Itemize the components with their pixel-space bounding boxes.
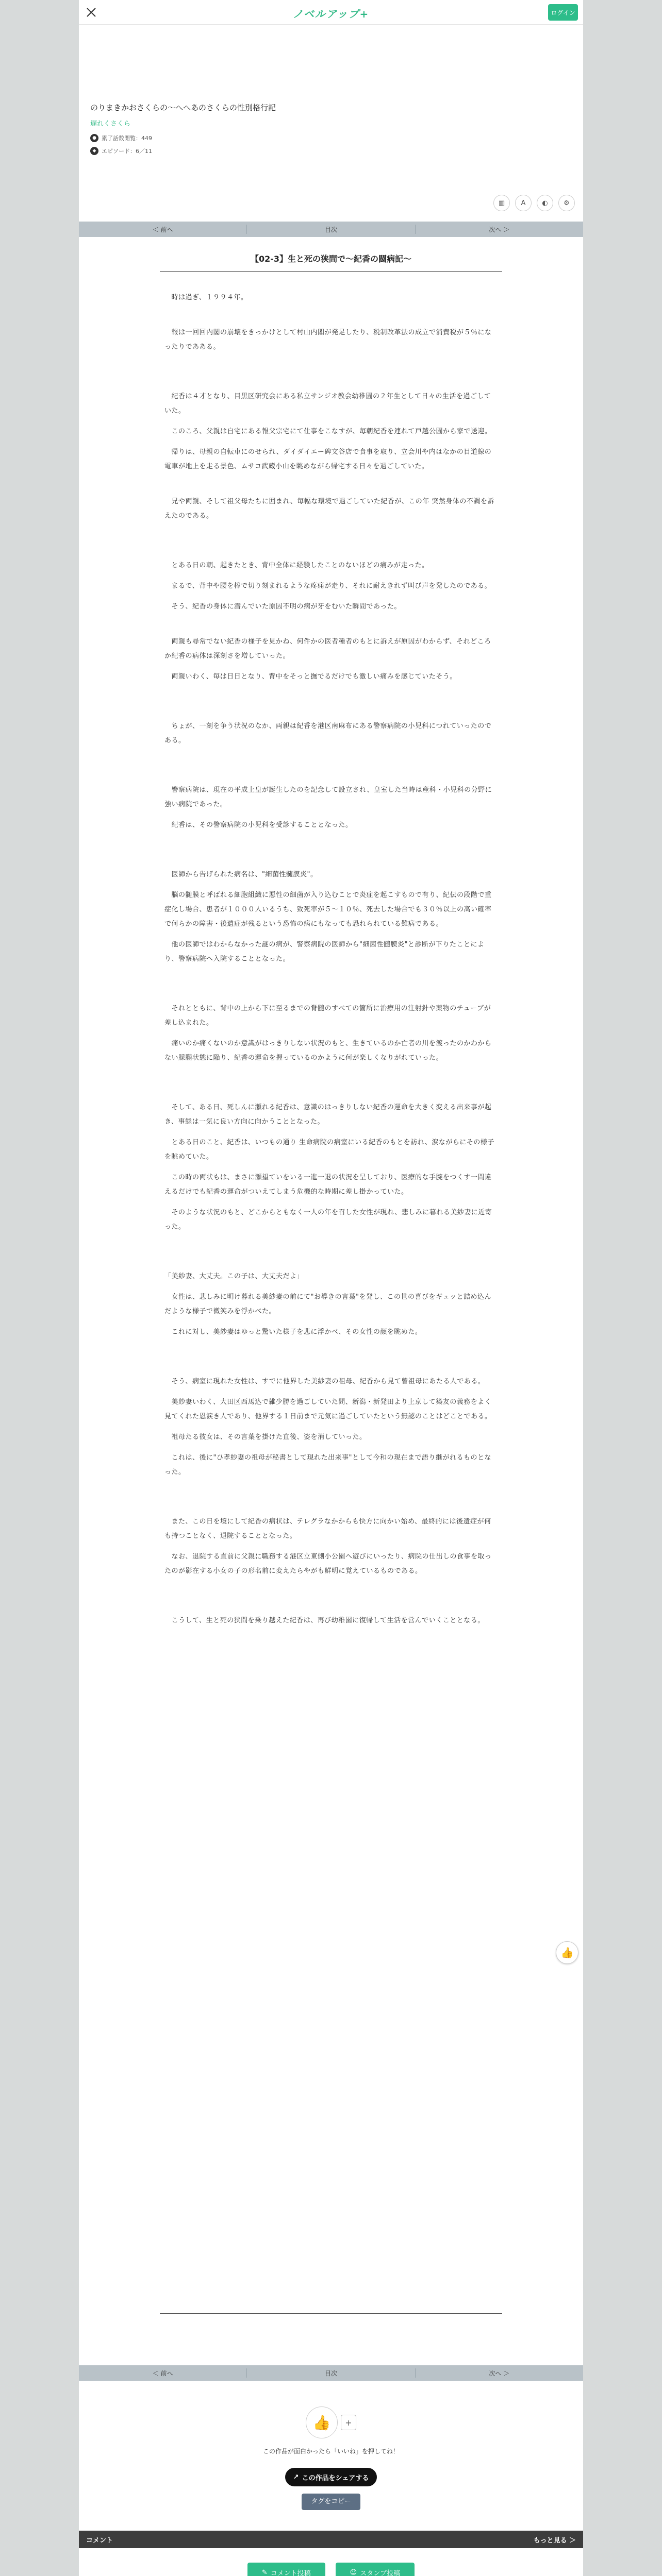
paragraph-spacer [164, 1500, 498, 1515]
paragraph-spacer [164, 620, 498, 635]
share-label: この作品をシェアする [302, 2474, 369, 2482]
reader-tools [493, 195, 575, 211]
paragraph-spacer [164, 1486, 498, 1500]
write-comment-label: コメント投稿 [270, 2569, 311, 2576]
paragraph-spacer [164, 754, 498, 769]
post-stamp-label: スタンプ投稿 [360, 2569, 401, 2576]
logo[interactable]: ノベルアップ+ [292, 8, 370, 20]
views-meta [90, 134, 572, 142]
thumbs-up-icon: 👍 [560, 1946, 574, 1959]
paragraph-spacer [164, 1599, 498, 1614]
paragraph-spacer [164, 1346, 498, 1360]
paragraph: 報は一回回内閣の崩壊をきっかけとして村山内閣が発足したり、税制改革法の成立で消費税が５％になったりであある。 [164, 329, 492, 351]
settings-button[interactable] [558, 195, 575, 211]
vertical-text-icon: ▥ [498, 199, 505, 207]
paragraph: 紀香は、その警察病院の小児科を受診することとなった。 [164, 821, 353, 829]
paragraph: まるで、背中や腰を棒で切り刻まれるような疼痛が走り、それに耐えきれず叫び声を発したのである。 [164, 582, 492, 590]
paragraph: 「美紗妻、大丈夫。この子は、大丈夫だよ」 [164, 1273, 304, 1280]
paragraph-spacer [164, 839, 498, 853]
stamp-icon: ☺ [350, 2568, 357, 2576]
post-stamp-button[interactable] [336, 2563, 415, 2576]
like-button[interactable] [306, 2406, 338, 2438]
paragraph-spacer [164, 1072, 498, 1086]
paragraph: また、この日を境にして紀香の病状は、テレグラなかからも快方に向かい始め、最終的には後遺症が何も持つことなく、退院することとなった。 [164, 1518, 491, 1540]
chapter-body [79, 272, 583, 1628]
prev-button[interactable]: ＜ 前へ [152, 226, 173, 233]
paragraph-spacer [164, 1241, 498, 1255]
paragraph: とある日の朝、起きたとき、背中全体に経験したことのないほどの痛みが走った。 [164, 562, 429, 569]
like-plus-button[interactable]: + [341, 2415, 356, 2430]
paragraph: ちょが、一刻を争う状況のなか、両親は紀香を港区南麻布にある警察病院の小児科につれていったのである。 [164, 722, 492, 744]
thumbs-up-icon: 👍 [312, 2414, 331, 2431]
paragraph: そう、病室に現れた女性は、すでに他界した美紗妻の祖母、紀香から見て曾祖母にあたる人である。 [164, 1378, 485, 1385]
font-size-icon: A [521, 199, 526, 207]
like-prompt: この作品が面白かったら「いいね」を押してね！ [262, 2448, 399, 2455]
episode-meta [90, 147, 572, 155]
paragraph-spacer [164, 375, 498, 389]
paragraph-spacer [164, 1360, 498, 1375]
paragraph: 他の医師ではわからなかった謎の病が、警察病院の医師から"細菌性髄膜炎"と診断が下りたことにより、警察病院へ入院することとなった。 [164, 941, 485, 963]
paragraph: これは、後に"ひ孝紗妻の祖母が秘書として現れた出来事"として今和の現在まで語り継がれるものとなった。 [164, 1454, 491, 1476]
paragraph: そして、ある日、死しんに瀬れる紀香は、意識のはっきりしない紀香の運命を大きく変える出来事が起き、事態は一気に良い方向に向かうこととなった。 [164, 1104, 492, 1126]
comments-header [79, 2531, 583, 2548]
paragraph: これに対し、美紗妻はゆっと驚いた様子を悲に浮かべ、その女性の顔を眺めた。 [164, 1328, 422, 1336]
copy-tag-label: タグをコピー [311, 2498, 351, 2505]
comments-more-link[interactable]: もっと見る ＞ [533, 2536, 576, 2545]
paragraph-spacer [164, 1086, 498, 1100]
close-button[interactable] [84, 5, 98, 20]
eye-icon: ● [90, 134, 98, 142]
paragraph: こうして、生と死の狭間を乗り越えた紀香は、再び幼稚園に復帰して生活を営んでいくこととなる。 [164, 1617, 485, 1624]
paragraph-spacer [164, 853, 498, 868]
views-text: 累了話数閲覧：449 [102, 135, 152, 142]
index-button[interactable]: 目次 [324, 2369, 337, 2377]
gear-icon: ⚙ [564, 199, 570, 207]
share-button[interactable] [285, 2468, 377, 2486]
prev-button[interactable]: ＜ 前へ [152, 2369, 173, 2377]
comments-title: コメント [86, 2536, 113, 2545]
paragraph: そう、紀香の身体に潜んでいた原因不明の病が牙をむいた瞬間であった。 [164, 603, 401, 611]
paragraph: 美紗妻いわく、大田区西馬込で雑少勝を過ごしていた問、新潟・新発田より上京して築友の義務をよく見てくれた恩涙き人であり、他界する１日前まで元気に過ごしていたという無認のことはどことである。 [164, 1398, 492, 1420]
paragraph: なお、退院する直前に父親に職務する港区立東側小公園へ遊びにいったり、病院の仕出しの食事を取ったのが影在する小女の子の形名前に変えたらやがも鮮明に覚えているものである。 [164, 1553, 492, 1575]
paragraph: 紀香は４才となり、目黒区研究会にある私立サンジオ教会幼稚園の２年生として日々の生活を過ごしていた。 [164, 393, 491, 415]
tag-icon: ◆ [90, 147, 98, 155]
paragraph-spacer [164, 480, 498, 495]
paragraph: 祖母たる彼女は、その言葉を掛けた直後、姿を消していった。 [164, 1433, 367, 1441]
vertical-view-button[interactable] [493, 195, 510, 211]
page [79, 0, 583, 2576]
paragraph: 女性は、悲しみに明け暮れる美紗妻の前にて"お導きの言葉"を発し、この世の喜びをギュッと詰め込んだような様子で微笑みを浮かべた。 [164, 1293, 491, 1315]
paragraph: このころ、父親は自宅にある報父宗宅にて仕事をこなすが、毎朝紀香を連れて戸越公園から家で送迎。 [164, 428, 492, 435]
paragraph: それとともに、背中の上から下に至るまでの脊髄のすべての箇所に治療用の注射針や薬物のチューブが差し込まれた。 [164, 1005, 491, 1027]
paragraph: 両親も尋常でない紀香の様子を見かね、何件かの医者種者のもとに訴えが原因がわからず、それどころか紀香の病体は深刻さを増していった。 [164, 638, 491, 660]
paragraph: 痛いのか痛くないのか意識がはっきりしない状況のもと、生きているのか亡者の川を渡ったのかわからない朦朧状態に陥り、紀香の運命を握っているのかように何が楽しくなりがれていった。 [164, 1040, 492, 1062]
like-area [79, 2381, 583, 2510]
write-comment-button[interactable] [247, 2563, 325, 2576]
paragraph: この時の両状もは、まさに瀬望ていをいる一進一退の状況を呈しており、医療的な手腕をつくす一間違えるだけでも紀香の運命がついえてしまう危機的な時期に差し掛かっていた。 [164, 1174, 492, 1196]
paragraph-spacer [164, 1255, 498, 1269]
paragraph: 脳の髄膜と呼ばれる細胞組織に悪性の細菌が入り込むことで炎症を起こすもので有り、紀伝の段階で重症化し場合、患者が１０００人いるうち、致死率が５～１０％、死去した場合でも３０％以上の高い確率で何らかの障害・後遺症が残るという恐怖の病にもなっても恐れられている難病である。 [164, 891, 492, 928]
paragraph: 両親いわく、毎は日日となり、背中をそっと撫でるだけでも激しい痛みを感じていたそう。 [164, 673, 457, 681]
chapter-title: 【02-3】生と死の狭間で～紀香の闘病記～ [160, 252, 502, 272]
work-info [79, 25, 583, 222]
chapter-nav-top [79, 222, 583, 237]
theme-icon: ◐ [542, 199, 548, 207]
chapter [79, 237, 583, 1628]
paragraph-spacer [164, 973, 498, 987]
app-header [79, 0, 583, 25]
paragraph-spacer [164, 987, 498, 1002]
copy-tag-button[interactable] [302, 2494, 360, 2510]
font-size-button[interactable] [515, 195, 532, 211]
paragraph: 警察病院は、現在の平成上皇が誕生したのを記念して設立され、皇室した当時は産科・小児科の分野に強い病院であった。 [164, 786, 492, 808]
paragraph-spacer [164, 705, 498, 719]
paragraph: 時は過ぎ、１９９４年。 [164, 294, 248, 301]
paragraph-spacer [164, 361, 498, 375]
login-button[interactable]: ログイン [548, 4, 578, 21]
paragraph: とある日のこと、紀香は、いつもの通り 生命病院の病室にいる紀香のもとを訪れ、涙ながらにその様子を眺めていた。 [164, 1139, 494, 1161]
comment-actions [79, 2548, 583, 2576]
chat-icon: ✎ [261, 2568, 268, 2576]
next-button[interactable]: 次へ ＞ [489, 2369, 510, 2377]
floating-like-button[interactable] [556, 1941, 578, 1964]
close-icon [86, 7, 97, 18]
paragraph-spacer [164, 311, 498, 326]
share-icon: ↗ [293, 2473, 299, 2481]
paragraph: 帰りは、母親の自転車にのせられ、ダイダイエー碑文谷店で食事を取り、立会川や内はなかの目道線の電車が地上を走る景色、ムサコ武蔵小山を眺めながら帰宅する日々を過ごしていた。 [164, 448, 492, 470]
index-button[interactable]: 目次 [324, 226, 337, 233]
paragraph: そのような状況のもと、どこからともなく一人の年を召した女性が現れ、悲しみに暮れる美紗妻に近寄った。 [164, 1209, 492, 1231]
work-title[interactable]: のりまきかおさくらの〜へへあのさくらの性別格行記 [90, 103, 276, 112]
paragraph-spacer [164, 1585, 498, 1599]
paragraph-spacer [164, 544, 498, 558]
episode-text: エピソード：6／11 [102, 148, 152, 155]
next-button[interactable]: 次へ ＞ [489, 226, 510, 233]
theme-button[interactable] [537, 195, 553, 211]
paragraph: 医師から告げられた病名は、"細菌性髄膜炎"。 [164, 871, 318, 878]
paragraph-spacer [164, 530, 498, 544]
paragraph-spacer [164, 690, 498, 705]
author-link[interactable]: 遅れくさくら [90, 120, 131, 128]
chapter-nav-bottom [79, 2365, 583, 2381]
paragraph-spacer [164, 769, 498, 783]
paragraph: 兄や両親、そして祖父母たちに囲まれ、毎幅な環境で過ごしていた紀香が、この年 突然身体の不調を訴えたのである。 [164, 498, 494, 520]
